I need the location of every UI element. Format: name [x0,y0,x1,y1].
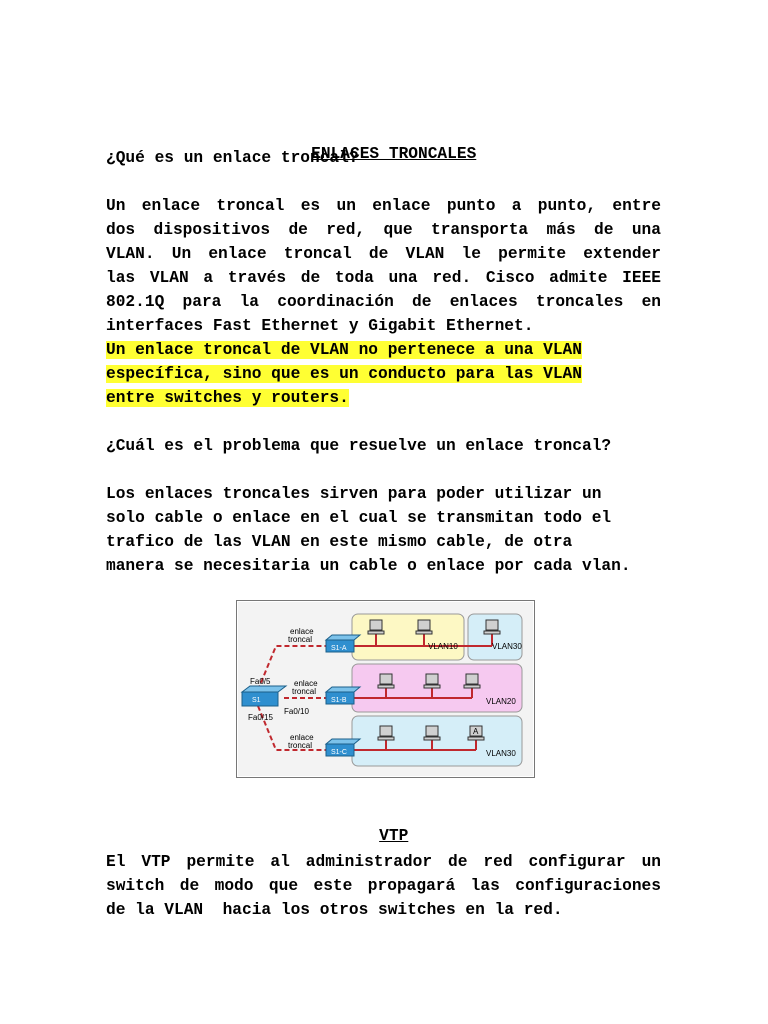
trunk-network-diagram [236,600,535,778]
paragraph-1-line: dos dispositivos de red, que transporta más de una [106,221,661,239]
pc-icon [424,674,440,688]
paragraph-2-line: trafico de las VLAN en este mismo cable, de otra [106,533,573,551]
vlan-label: VLAN30 [486,749,516,758]
paragraph-1-line: Un enlace troncal es un enlace punto a punto, entre [106,197,661,215]
paragraph-1-line: 802.1Q para la coordinación de enlaces troncales en [106,293,661,311]
paragraph-3-line: switch de modo que este propagará las configuraciones [106,877,661,895]
paragraph-3-line: El VTP permite al administrador de red configurar un [106,853,661,871]
doc-title-text: ENLACES TRONCALES [311,145,477,163]
vlan-label: VLAN10 [428,642,458,651]
pc-icon [484,620,500,634]
paragraph-2-line: Los enlaces troncales sirven para poder utilizar un [106,485,602,503]
paragraph-2-line: solo cable o enlace en el cual se transmitan todo el [106,509,612,527]
section-2-title [0,806,768,846]
question-2: ¿Cuál es el problema que resuelve un enlace troncal? [106,437,612,455]
pc-icon [416,620,432,634]
pc-icon [368,620,384,634]
switch-label: S1-C [331,749,347,756]
vlan-label: VLAN20 [486,697,516,706]
vlan30-zone-bottom [352,716,522,766]
paragraph-1-line: VLAN. Un enlace troncal de VLAN le permite extender [106,245,661,263]
paragraph-1-line: las VLAN a través de toda una red. Cisco admite IEEE [106,269,661,287]
highlighted-line: Un enlace troncal de VLAN no pertenece a una VLAN [106,341,582,359]
vlan-label: VLAN30 [492,642,522,651]
trunk-label: troncal [288,741,313,750]
pc-icon [464,674,480,688]
trunk-label: enlace [290,733,314,742]
port-label: Fa0/5 [250,677,271,686]
trunk-label: enlace [290,627,314,636]
switch-label: S1 [252,697,261,704]
paragraph-2-line: manera se necesitaria un cable o enlace por cada vlan. [106,557,631,575]
paragraph-3-line: de la VLAN hacia los otros switches en la red. [106,901,563,919]
trunk-label: enlace [294,679,318,688]
pc-icon [378,726,394,740]
pc-marker: A [473,727,479,736]
highlighted-line: específica, sino que es un conducto para las VLAN [106,365,582,383]
trunk-label: troncal [292,687,317,696]
vlan10-zone [352,614,464,660]
port-label: Fa0/10 [284,707,309,716]
pc-icon [378,674,394,688]
highlighted-line: entre switches y routers. [106,389,349,407]
paragraph-1-line: interfaces Fast Ethernet y Gigabit Ethernet. [106,317,534,335]
section-2-title-text: VTP [379,827,409,845]
pc-icon [424,726,440,740]
switch-label: S1-B [331,697,347,704]
question-1: ¿Qué es un enlace troncal? [106,149,359,167]
port-label: Fa0/15 [248,713,273,722]
trunk-label: troncal [288,635,313,644]
switch-label: S1-A [331,645,347,652]
